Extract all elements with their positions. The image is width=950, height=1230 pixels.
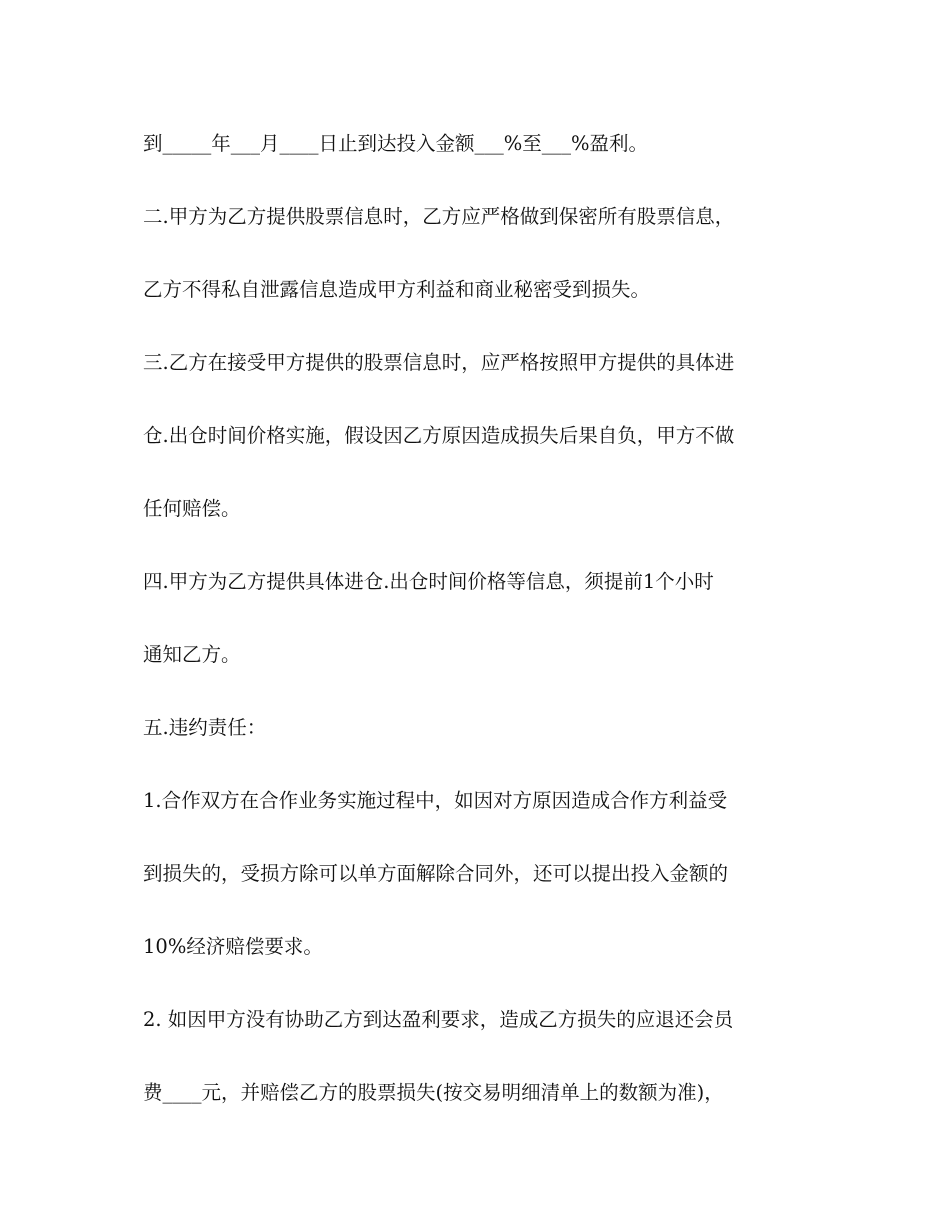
text-line: 仓.出仓时间价格实施，假设因乙方原因造成损失后果自负，甲方不做: [143, 424, 735, 447]
text-line: 到损失的，受损方除可以单方面解除合同外，还可以提出投入金额的: [143, 862, 729, 885]
text-line: 10%经济赔偿要求。: [143, 935, 323, 958]
text-line: 到_____年___月____日止到达投入金额___%至___%盈利。: [143, 132, 649, 155]
text-line: 任何赔偿。: [143, 497, 241, 520]
text-line: 五.违约责任：: [143, 716, 267, 739]
text-line: 三.乙方在接受甲方提供的股票信息时，应严格按照甲方提供的具体进: [143, 351, 735, 374]
text-line: 乙方不得私自泄露信息造成甲方利益和商业秘密受到损失。: [143, 278, 651, 301]
text-line: 1.合作双方在合作业务实施过程中，如因对方原因造成合作方利益受: [143, 789, 728, 812]
text-line: 四.甲方为乙方提供具体进仓.出仓时间价格等信息，须提前1个小时: [143, 570, 714, 593]
text-line: 2. 如因甲方没有协助乙方到达盈利要求，造成乙方损失的应退还会员: [143, 1008, 734, 1031]
text-line: 通知乙方。: [143, 643, 241, 666]
text-line: 费____元，并赔偿乙方的股票损失(按交易明细清单上的数额为准)，: [143, 1081, 724, 1104]
text-line: 二.甲方为乙方提供股票信息时，乙方应严格做到保密所有股票信息，: [143, 205, 735, 228]
